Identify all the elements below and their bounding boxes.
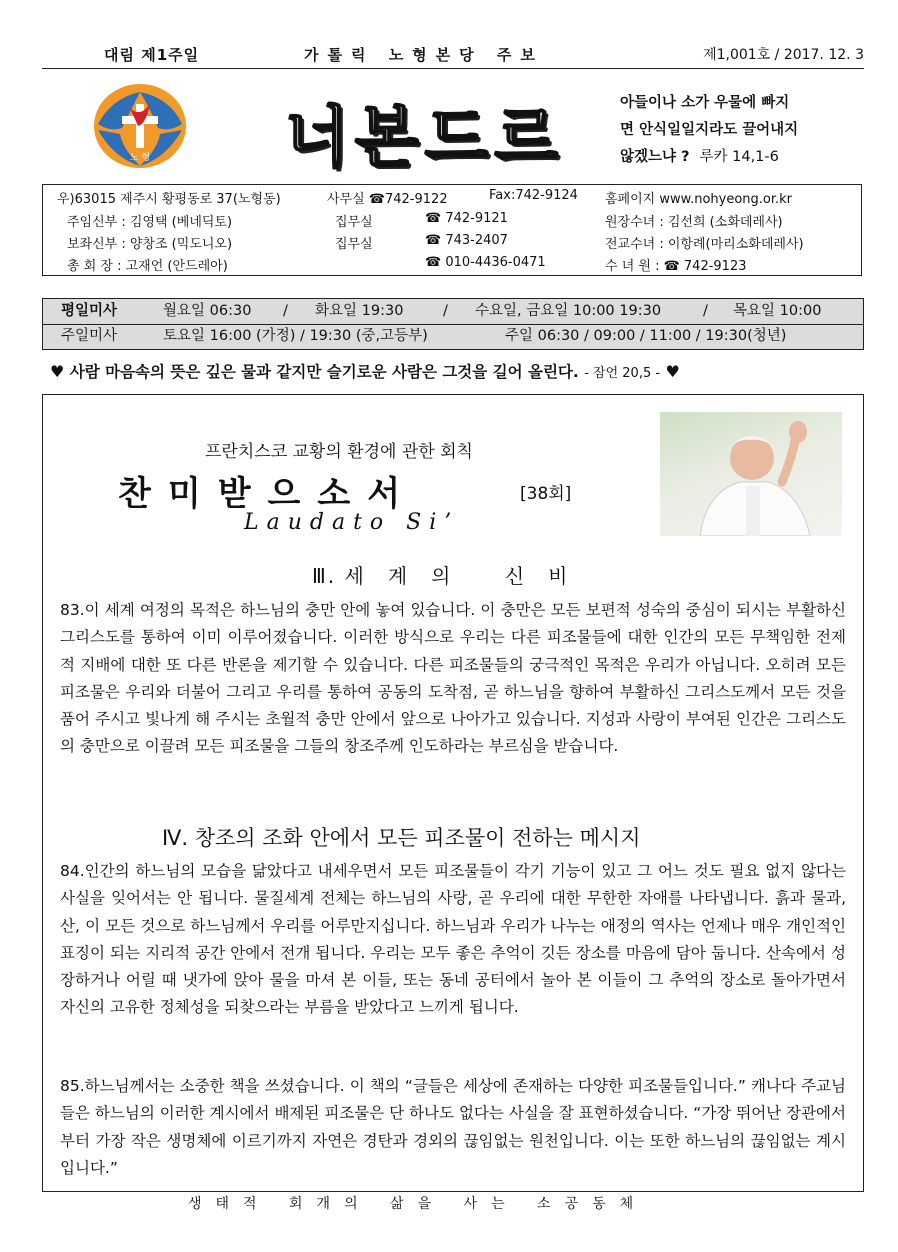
pastor: 주임신부 : 김영택 (베네딕토) bbox=[67, 215, 233, 230]
weekly-verse bbox=[620, 90, 870, 171]
article-subtitle: 프란치스코 교황의 환경에 관한 회칙 bbox=[205, 442, 473, 462]
heart-icon: ♥ bbox=[50, 362, 65, 381]
weekday-wed-fri: 수요일, 금요일 10:00 19:30 bbox=[475, 303, 662, 319]
article-title: 찬미받으소서 bbox=[118, 474, 418, 514]
paragraph-83: 83.이 세계 여정의 목적은 하느님의 충만 안에 놓여 있습니다. 이 충만은 모든 보편적 성숙의 중심이 되시는 부활하신 그리스도를 통하여 이미 이루어졌습니다. 이러한 방식으로 우리는 다른 피조물들에 대한 인간의 모든 무책임한 전제적 지배에 대한 또 다른 반론을 제기할 수 있습니다. 다른 피조물들의 궁극적인 목적은 우리가 아닙니다. 오히려 모든 피조물은 우리와 더불어 그리고 우리를 통하여 공동의 도착점, 곧 하느님을 향하여 부활하신 그리스도께서 모든 것을 품어 주시고 빛나게 해 주시는 초월적 충만 안에서 앞으로 나아가고 있습니다. 지성과 사랑이 부여된 인간은 그리스도의 충만으로 이끌려 모든 피조물을 그들의 창조주께 인도하라는 부르심을 받습니다. bbox=[60, 601, 846, 756]
verse-line-2: 면 안식일일지라도 끌어내지 bbox=[620, 122, 799, 138]
proverb-source: - 잠언 20,5 - bbox=[584, 366, 661, 381]
sunday-mass-label: 주일미사 bbox=[61, 328, 118, 344]
assistant-phone: ☎ 743-2407 bbox=[425, 233, 508, 248]
section-3-number: Ⅲ. bbox=[312, 564, 337, 588]
sister-superior: 원장수녀 : 김선희 (소화데레사) bbox=[605, 215, 783, 230]
address: 우)63015 제주시 황평동로 37(노형동) bbox=[57, 192, 281, 207]
contact-row-2 bbox=[43, 211, 861, 233]
paragraph-84: 84.인간의 하느님의 모습을 닮았다고 내세우면서 모든 피조물들이 각기 기능이 있고 그 어느 것도 필요 없지 않다는 사실을 잊어서는 안 됩니다. 물질세계 전체는 하느님의 사랑, 곧 우리에 대한 무한한 자애를 나타냅니다. 흙과 물과, 산, 이 모든 것으로 하느님께서 우리를 어루만지십니다. 하느님과 우리가 나누는 애정의 역사는 언제나 매우 개인적인 표징이 되는 지리적 공간 안에서 전개 됩니다. 우리는 모두 좋은 추억이 깃든 장소를 마음에 담아 둡니다. 산속에서 성장하거나 어릴 때 냇가에 앉아 물을 마셔 본 이들, 또는 동네 공터에서 놀아 본 이들이 그 추억의 장소로 돌아가면서 자신의 고유한 정체성을 되찾으라는 부름을 받았다고 느끼게 됩니다. bbox=[60, 862, 846, 1017]
weekday-tuesday: 화요일 19:30 bbox=[315, 303, 404, 319]
weekday-sep-1: / bbox=[283, 303, 288, 319]
section-4-heading: Ⅳ. 창조의 조화 안에서 모든 피조물이 전하는 메시지 bbox=[162, 826, 641, 850]
verse-line-3: 않겠느냐 ? bbox=[620, 149, 690, 165]
paragraph-85: 85.하느님께서는 소중한 책을 쓰셨습니다. 이 책의 “글들은 세상에 존재하는 다양한 피조물들입니다.” 캐나다 주교님들은 하느님의 이러한 계시에서 배제된 피조물은 단 하나도 없다는 사실을 잘 표현하셨습니다. “가장 뛰어난 장관에서부터 가장 작은 생명체에 이르기까지 자연은 경탄과 경외의 끊임없는 원천입니다. 이는 또한 하느님의 끊임없는 계시입니다.” bbox=[60, 1077, 846, 1177]
logo-emblem-icon bbox=[92, 78, 188, 174]
assistant-priest: 보좌신부 : 양창조 (믹도니오) bbox=[67, 237, 233, 252]
weekday-mass-row bbox=[43, 299, 863, 325]
convent-phone: 수 녀 원 : ☎ 742-9123 bbox=[605, 259, 747, 274]
council-president: 총 회 장 : 고재언 (안드레아) bbox=[67, 259, 228, 274]
liturgical-day: 대림 제1주일 bbox=[104, 46, 200, 64]
logo-text: 노 형 bbox=[129, 153, 151, 163]
mass-schedule bbox=[42, 298, 864, 350]
contact-row-4 bbox=[43, 255, 861, 277]
sunday-times: 주일 06:30 / 09:00 / 11:00 / 19:30(청년) bbox=[505, 328, 787, 344]
contact-info-box bbox=[42, 184, 862, 276]
issue-number: 제1,001호 / 2017. 12. 3 bbox=[703, 47, 864, 63]
homepage-link[interactable]: 홈페이지 www.nohyeong.or.kr bbox=[605, 192, 793, 207]
weekday-sep-2: / bbox=[443, 303, 448, 319]
pope-photo bbox=[660, 412, 842, 536]
saturday-times: 토요일 16:00 (가정) / 19:30 (중,고등부) bbox=[163, 328, 428, 344]
weekday-thursday: 목요일 10:00 bbox=[733, 303, 822, 319]
weekday-sep-3: / bbox=[703, 303, 708, 319]
pastor-office-label: 집무실 bbox=[335, 215, 373, 230]
pastor-phone: ☎ 742-9121 bbox=[425, 211, 508, 226]
latin-title: Laudato Si’ bbox=[244, 510, 460, 535]
weekday-mass-label: 평일미사 bbox=[61, 303, 118, 319]
sister-mission: 전교수녀 : 이항례(마리소화데레사) bbox=[605, 237, 804, 252]
proverb-line bbox=[50, 360, 862, 382]
heart-icon: ♥ bbox=[665, 362, 680, 381]
sunday-mass-row bbox=[43, 324, 863, 349]
bulletin-name: 가톨릭 노형본당 주보 bbox=[304, 46, 544, 64]
section-3-heading bbox=[312, 560, 591, 589]
top-bar bbox=[42, 44, 864, 66]
assistant-office-label: 집무실 bbox=[335, 237, 373, 252]
verse-reference: 루카 14,1-6 bbox=[699, 149, 779, 165]
contact-row-1 bbox=[43, 188, 861, 210]
verse-line-1: 아들이나 소가 우물에 빠지 bbox=[620, 95, 790, 111]
footer-slogan: 생태적 회개의 삶을 사는 소공동체 bbox=[188, 1196, 648, 1212]
fax-number: Fax:742-9124 bbox=[489, 188, 578, 203]
top-rule bbox=[42, 68, 864, 69]
masthead-title: 너본드르 bbox=[285, 99, 565, 176]
contact-row-3 bbox=[43, 233, 861, 255]
weekday-monday: 월요일 06:30 bbox=[163, 303, 252, 319]
pope-image bbox=[660, 412, 842, 536]
section-3-title: 세계의 신비 bbox=[344, 564, 592, 588]
proverb-text: 사람 마음속의 뜻은 깊은 물과 같지만 슬기로운 사람은 그것을 길어 올린다. bbox=[69, 363, 579, 381]
president-phone: ☎ 010-4436-0471 bbox=[425, 255, 546, 270]
parish-logo bbox=[92, 78, 188, 174]
office-phone: 사무실 ☎742-9122 bbox=[327, 192, 448, 207]
episode-number: [38회] bbox=[520, 484, 572, 504]
